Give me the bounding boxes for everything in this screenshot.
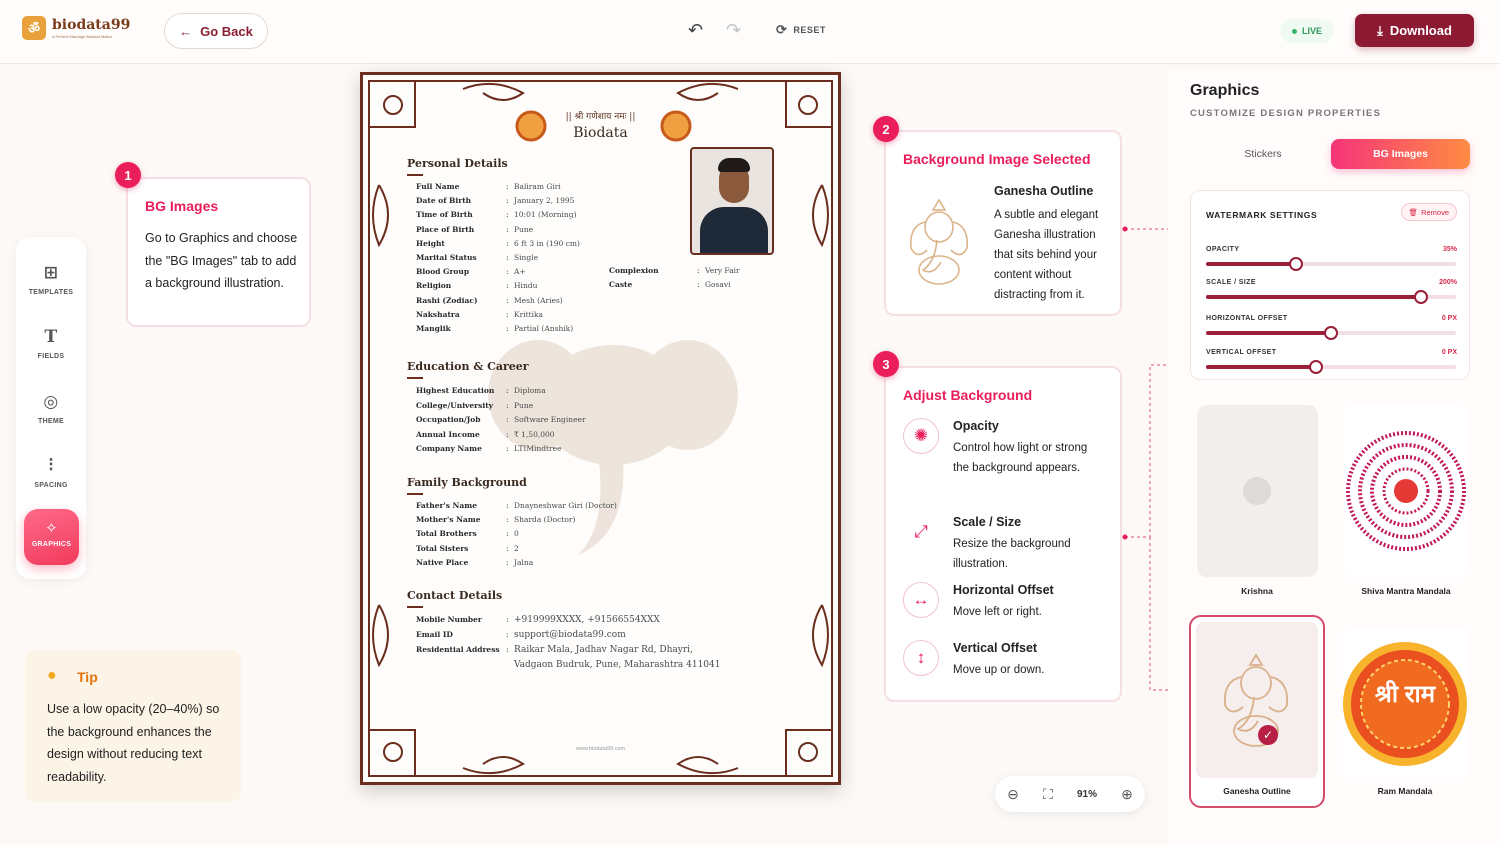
- education-key: Company Name: [416, 444, 482, 453]
- contact-key: [416, 660, 506, 670]
- logo-tagline: A Perfect Marriage Biodata Maker: [52, 34, 113, 39]
- reset-button[interactable]: [776, 22, 826, 38]
- check-icon: ✓: [1258, 725, 1278, 745]
- education-value: Diploma: [514, 386, 546, 395]
- contact-colon: :: [506, 615, 509, 624]
- family-value: 0: [514, 529, 519, 539]
- go-back-button[interactable]: [164, 13, 268, 49]
- personal-row: [416, 324, 776, 333]
- biodata-document[interactable]: [360, 72, 841, 785]
- live-dot-icon: [1292, 29, 1297, 34]
- contact-colon: :: [506, 645, 509, 654]
- section-family: Family Background: [407, 476, 527, 495]
- contact-key: Residential Address: [416, 645, 500, 654]
- personal-value: 6 ft 3 in (190 cm): [514, 238, 580, 248]
- personal-colon: :: [506, 224, 509, 234]
- step3-callout: [884, 366, 1122, 702]
- family-value: Dnayneshwar Giri (Doctor): [514, 501, 617, 510]
- thumb-krishna[interactable]: [1197, 405, 1318, 577]
- slider-scale-size[interactable]: [1206, 295, 1456, 299]
- thumb-caption-ram-mandala: Ram Mandala: [1377, 786, 1433, 796]
- step3-item-body: Control how light or strong the background appears.: [953, 442, 1088, 474]
- zoom-level: 91%: [1076, 788, 1097, 800]
- slider-handle[interactable]: [1414, 290, 1428, 304]
- education-row: [416, 415, 776, 424]
- panel-subtitle: CUSTOMIZE DESIGN PROPERTIES: [1190, 108, 1382, 119]
- family-value: 2: [514, 543, 519, 553]
- tab-stickers[interactable]: Stickers: [1244, 148, 1282, 160]
- rail-label-graphics: GRAPHICS: [31, 541, 72, 548]
- reset-label: RESET: [793, 25, 826, 35]
- redo-icon[interactable]: ↷: [726, 20, 742, 40]
- education-colon: :: [506, 400, 509, 410]
- download-icon: ⤓: [1377, 22, 1383, 38]
- step3-item-body: Resize the background illustration.: [953, 538, 1071, 570]
- personal-key: Rashi (Zodiac): [416, 295, 478, 305]
- family-row: [416, 501, 776, 510]
- step3-item-title: Scale / Size: [953, 515, 1022, 529]
- go-back-label: Go Back: [200, 23, 253, 39]
- arrow-left-icon: ←: [179, 23, 193, 39]
- personal-row: [416, 253, 776, 262]
- step3-item-title: Horizontal Offset: [953, 583, 1054, 597]
- family-value: Sharda (Doctor): [514, 515, 576, 525]
- step3-item-title: Vertical Offset: [953, 641, 1038, 655]
- family-colon: :: [506, 543, 509, 553]
- family-key: Total Sisters: [416, 543, 469, 553]
- personal-row: [416, 239, 776, 248]
- slider-handle[interactable]: [1309, 360, 1323, 374]
- personal-colon: :: [506, 324, 509, 333]
- rail-item-spacing[interactable]: [16, 456, 86, 489]
- personal-row: [416, 196, 776, 205]
- personal-value: Hindu: [514, 281, 538, 291]
- personal-key: Place of Birth: [416, 224, 475, 234]
- personal-key: Time of Birth: [416, 210, 473, 220]
- live-label: LIVE: [1301, 26, 1322, 36]
- education-value: LTIMindtree: [514, 444, 562, 453]
- thumb-caption-shiva-mantra-mandala: Shiva Mantra Mandala: [1361, 586, 1451, 596]
- personal-value: Partial (Anshik): [514, 324, 574, 333]
- education-colon: :: [506, 415, 509, 424]
- grid-icon: ⊞: [43, 263, 59, 283]
- ganesha-outline-icon: [1216, 647, 1296, 757]
- education-colon: :: [506, 444, 509, 453]
- personal-value: A+: [514, 267, 526, 277]
- personal-key: Marital Status: [416, 253, 477, 262]
- step1-number: 1: [115, 162, 141, 188]
- thumb-shiva-mantra-mandala[interactable]: [1344, 405, 1468, 577]
- education-key: Highest Education: [416, 386, 495, 395]
- step3-item-body: Move up or down.: [953, 664, 1045, 676]
- ganesha-outline-icon: [904, 192, 974, 292]
- contact-colon: :: [506, 630, 509, 639]
- family-row: [416, 558, 776, 567]
- education-key: College/University: [416, 400, 494, 410]
- slider-fill: [1206, 365, 1316, 369]
- personal-side-row: [609, 280, 809, 289]
- education-value: ₹ 1,50,000: [514, 429, 555, 439]
- rail-label-spacing: SPACING: [34, 482, 68, 489]
- trash-icon: 🗑: [1408, 207, 1419, 217]
- section-personal: Personal Details: [407, 157, 508, 176]
- doc-invocation: || श्री गणेशाय नमः ||: [565, 112, 636, 122]
- lightbulb-icon: ●: [47, 667, 57, 684]
- personal-side-colon: :: [697, 280, 700, 289]
- text-icon: T: [44, 327, 58, 347]
- family-value: Jalna: [514, 557, 534, 567]
- personal-key: Full Name: [416, 182, 460, 191]
- step3-number: 3: [873, 351, 899, 377]
- step1-body: Go to Graphics and choose the "BG Images" tab to add a background illustration.: [145, 231, 298, 290]
- personal-colon: :: [506, 309, 509, 319]
- sliders-icon: ⫶: [48, 456, 54, 476]
- section-contact: Contact Details: [407, 589, 502, 608]
- left-toolbar: [16, 237, 86, 579]
- family-colon: :: [506, 515, 509, 525]
- tip-body: Use a low opacity (20–40%) so the background enhances the design without reducing text readability.: [47, 702, 220, 784]
- palette-icon: ◎: [43, 392, 59, 412]
- tip-title: Tip: [77, 669, 98, 685]
- personal-value: January 2, 1995: [514, 196, 575, 206]
- doc-title: Biodata: [573, 125, 628, 141]
- education-row: [416, 386, 776, 395]
- refresh-icon: ⟳: [776, 22, 788, 37]
- watermark-settings: [1190, 190, 1470, 380]
- zoom-in-icon[interactable]: ⊕: [1121, 785, 1133, 802]
- rail-item-templates[interactable]: [16, 263, 86, 296]
- slider-opacity[interactable]: [1206, 262, 1456, 266]
- personal-key: Height: [416, 238, 445, 248]
- personal-colon: :: [506, 267, 509, 277]
- personal-side-key: Caste: [609, 280, 633, 289]
- personal-colon: :: [506, 295, 509, 305]
- step2-callout: [884, 130, 1122, 316]
- personal-key: Blood Group: [416, 267, 470, 277]
- personal-value: Krittika: [514, 309, 544, 319]
- slider-value-scale-size: 200%: [1439, 279, 1457, 286]
- step2-name: Ganesha Outline: [994, 184, 1094, 198]
- personal-row: [416, 296, 776, 305]
- image-placeholder-icon: [1243, 477, 1271, 505]
- thumb-ram-mandala[interactable]: [1342, 628, 1468, 778]
- live-badge: [1280, 19, 1334, 43]
- education-row: [416, 401, 776, 410]
- download-label: Download: [1389, 23, 1452, 38]
- download-button[interactable]: [1355, 14, 1474, 47]
- contact-colon: [506, 660, 514, 670]
- family-colon: :: [506, 557, 509, 567]
- personal-colon: :: [506, 238, 509, 248]
- mandala-graphic: [1344, 405, 1468, 577]
- personal-row: [416, 310, 776, 319]
- logo-name: biodata99: [52, 17, 131, 33]
- slider-fill: [1206, 331, 1331, 335]
- tip-card: [25, 650, 241, 802]
- personal-side-value: Very Fair: [705, 266, 740, 275]
- contact-row: [416, 615, 776, 625]
- doc-footer: www.biodata99.com: [575, 746, 626, 752]
- education-row: [416, 430, 776, 439]
- sparkle-icon: ✧: [45, 519, 58, 537]
- education-value: Pune: [514, 400, 534, 410]
- watermark-title: WATERMARK SETTINGS: [1206, 210, 1318, 220]
- family-row: [416, 529, 776, 538]
- sun-icon: ✺: [903, 418, 939, 454]
- family-colon: :: [506, 529, 509, 539]
- rail-label-theme: THEME: [38, 418, 64, 425]
- personal-key: Nakshatra: [416, 309, 460, 319]
- slider-fill: [1206, 295, 1421, 299]
- thumb-caption-ganesha-outline: Ganesha Outline: [1223, 786, 1291, 796]
- rail-item-fields[interactable]: [16, 327, 86, 360]
- education-value: Software Engineer: [514, 415, 586, 424]
- personal-key: Date of Birth: [416, 196, 472, 206]
- family-colon: :: [506, 501, 509, 510]
- fit-screen-icon[interactable]: ⛶: [1042, 785, 1053, 802]
- personal-side-colon: :: [697, 266, 700, 275]
- slider-value-horizontal-offset: 0 PX: [1441, 315, 1457, 322]
- personal-key: Religion: [416, 281, 452, 291]
- personal-colon: :: [506, 196, 509, 206]
- personal-value: 10:01 (Morning): [514, 210, 577, 220]
- panel-title: Graphics: [1190, 82, 1260, 99]
- step1-title: BG Images: [145, 198, 219, 214]
- slider-label-vertical-offset: VERTICAL OFFSET: [1206, 349, 1277, 356]
- contact-key: Email ID: [416, 630, 453, 639]
- slider-value-vertical-offset: 0 PX: [1441, 349, 1457, 356]
- personal-value: Single: [514, 253, 539, 262]
- contact-value: Vadgaon Budruk, Pune, Maharashtra 411041: [514, 660, 721, 670]
- slider-handle[interactable]: [1289, 257, 1303, 271]
- contact-value: Raikar Mala, Jadhav Nagar Rd, Dhayri,: [514, 645, 693, 655]
- education-key: Annual Income: [416, 429, 480, 439]
- rail-label-fields: FIELDS: [37, 353, 65, 360]
- step3-title: Adjust Background: [903, 387, 1033, 403]
- slider-horizontal-offset[interactable]: [1206, 331, 1456, 335]
- personal-row: [416, 225, 776, 234]
- step2-body: A subtle and elegant Ganesha illustration that sits behind your content without distracting from it.: [994, 209, 1099, 301]
- step3-item-body: Move left or right.: [953, 606, 1042, 618]
- step2-title: Background Image Selected: [903, 151, 1091, 167]
- personal-colon: :: [506, 253, 509, 262]
- personal-side-value: Gosavi: [705, 280, 731, 289]
- education-colon: :: [506, 429, 509, 439]
- slider-label-scale-size: SCALE / SIZE: [1206, 279, 1256, 286]
- family-row: [416, 544, 776, 553]
- arrows-horizontal-icon: ↔: [903, 582, 939, 618]
- rail-item-theme[interactable]: [16, 392, 86, 425]
- personal-row: [416, 182, 776, 191]
- logo[interactable]: [22, 16, 130, 40]
- personal-value: Baliram Giri: [514, 182, 561, 191]
- family-key: Native Place: [416, 557, 469, 567]
- family-key: Total Brothers: [416, 529, 477, 539]
- step1-callout: [126, 177, 311, 327]
- personal-side-row: [609, 266, 809, 275]
- personal-colon: :: [506, 281, 509, 291]
- contact-key: Mobile Number: [416, 615, 482, 624]
- education-colon: :: [506, 386, 509, 395]
- step3-item-title: Opacity: [953, 419, 999, 433]
- contact-value: +919999XXXX, +91566554XXX: [514, 615, 660, 625]
- personal-side-key: Complexion: [609, 266, 659, 275]
- personal-value: Mesh (Aries): [514, 295, 563, 305]
- personal-colon: :: [506, 182, 509, 191]
- ram-mandala-text: श्री राम: [1374, 681, 1436, 708]
- family-key: Father's Name: [416, 501, 477, 510]
- thumb-ganesha-outline[interactable]: [1189, 615, 1325, 808]
- family-key: Mother's Name: [416, 515, 481, 525]
- contact-value: support@biodata99.com: [514, 630, 626, 640]
- tab-bg-images[interactable]: BG Images: [1331, 139, 1470, 169]
- slider-fill: [1206, 262, 1296, 266]
- expand-icon: ⤢: [914, 522, 928, 541]
- remove-button[interactable]: [1401, 203, 1457, 221]
- undo-icon[interactable]: ↶: [688, 20, 704, 40]
- slider-label-horizontal-offset: HORIZONTAL OFFSET: [1206, 315, 1288, 322]
- contact-row: [416, 660, 776, 670]
- slider-label-opacity: OPACITY: [1206, 246, 1240, 253]
- thumb-caption-krishna: Krishna: [1241, 586, 1273, 596]
- slider-handle[interactable]: [1324, 326, 1338, 340]
- section-education: Education & Career: [407, 360, 529, 379]
- education-key: Occupation/Job: [416, 415, 481, 424]
- personal-key: Manglik: [416, 324, 451, 333]
- rail-label-templates: TEMPLATES: [28, 289, 74, 296]
- contact-row: [416, 630, 776, 640]
- step2-number: 2: [873, 116, 899, 142]
- slider-vertical-offset[interactable]: [1206, 365, 1456, 369]
- remove-label: Remove: [1421, 207, 1449, 217]
- family-row: [416, 515, 776, 524]
- zoom-out-icon[interactable]: ⊖: [1007, 785, 1019, 802]
- zoom-bar: [995, 776, 1145, 812]
- arrows-vertical-icon: ↕: [903, 640, 939, 676]
- rail-item-graphics[interactable]: [24, 509, 79, 565]
- slider-value-opacity: 35%: [1442, 246, 1457, 253]
- personal-row: [416, 210, 776, 219]
- personal-value: Pune: [514, 224, 534, 234]
- contact-row: [416, 645, 776, 655]
- personal-colon: :: [506, 210, 509, 220]
- education-row: [416, 444, 776, 453]
- logo-mark-icon: ॐ: [22, 16, 46, 40]
